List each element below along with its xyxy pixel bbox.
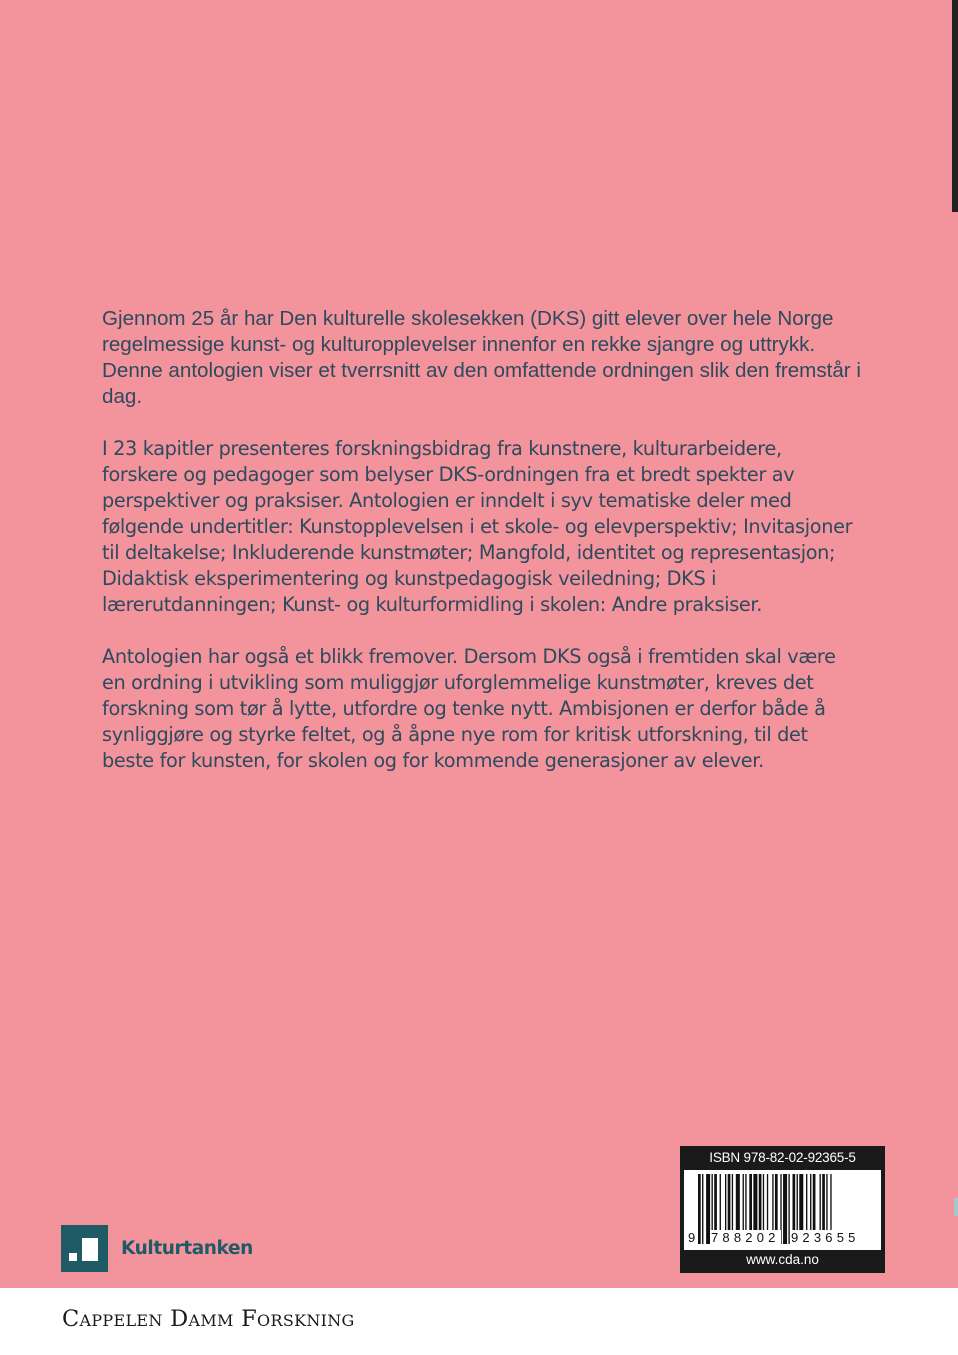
publisher-name: Cappelen Damm Forskning — [62, 1306, 355, 1332]
barcode-digits-right: 923655 — [791, 1230, 860, 1245]
barcode-digit-first: 9 — [688, 1230, 696, 1245]
isbn-label: ISBN 978-82-02-92365-5 — [709, 1150, 856, 1165]
logo-name: Kulturtanken — [121, 1238, 253, 1259]
kulturtanken-logo — [61, 1225, 253, 1272]
spine-edge-accent — [954, 1198, 958, 1216]
blurb-paragraph-3: Antologien har også et blikk fremover. Dersom DKS også i fremtiden skal være en ordning i utvikling som muliggjør uforglemmelige kunstmøter, kreves det forskning som tør å lytte, utfordre og tenke nytt. Ambisjonen er derfor både å synliggjøre og styrke feltet, og å åpne nye rom for kritisk utforskning, til det beste for kunsten, for skolen og for kommende generasjoner av elever. — [102, 645, 836, 772]
blurb-paragraph-1: Gjennom 25 år har Den kulturelle skolesekken (DKS) gitt elever over hele Norge regelmessige kunst- og kulturopplevelser innenfor en rekke sjangre og uttrykk. Denne antologien viser et tverrsnitt av den omfattende ordningen slik den fremstår i dag. — [102, 307, 861, 408]
publisher-website: www.cda.no — [746, 1252, 819, 1267]
blurb-paragraph-2: I 23 kapitler presenteres forskningsbidrag fra kunstnere, kulturarbeidere, forskere og pedagoger som belyser DKS-ordningen fra et bredt spekter av perspektiver og praksiser. Antologien er inndelt i syv tematiske deler med følgende undertitler: Kunstopplevelsen i et skole- og elevperspektiv; Invitasjoner til deltakelse; Inkluderende kunstmøter; Mangfold, identitet og representasjon; Didaktisk eksperimentering og kunstpedagogisk veiledning; DKS i lærerutdanningen; Kunst- og kulturformidling i skolen: Andre praksiser. — [102, 437, 853, 616]
barcode-digits-left: 788202 — [711, 1230, 780, 1245]
isbn-barcode-box — [680, 1146, 885, 1273]
spine-edge — [952, 0, 958, 212]
blurb-text — [102, 306, 862, 800]
kulturtanken-logo-icon — [61, 1225, 108, 1272]
barcode — [684, 1170, 881, 1250]
